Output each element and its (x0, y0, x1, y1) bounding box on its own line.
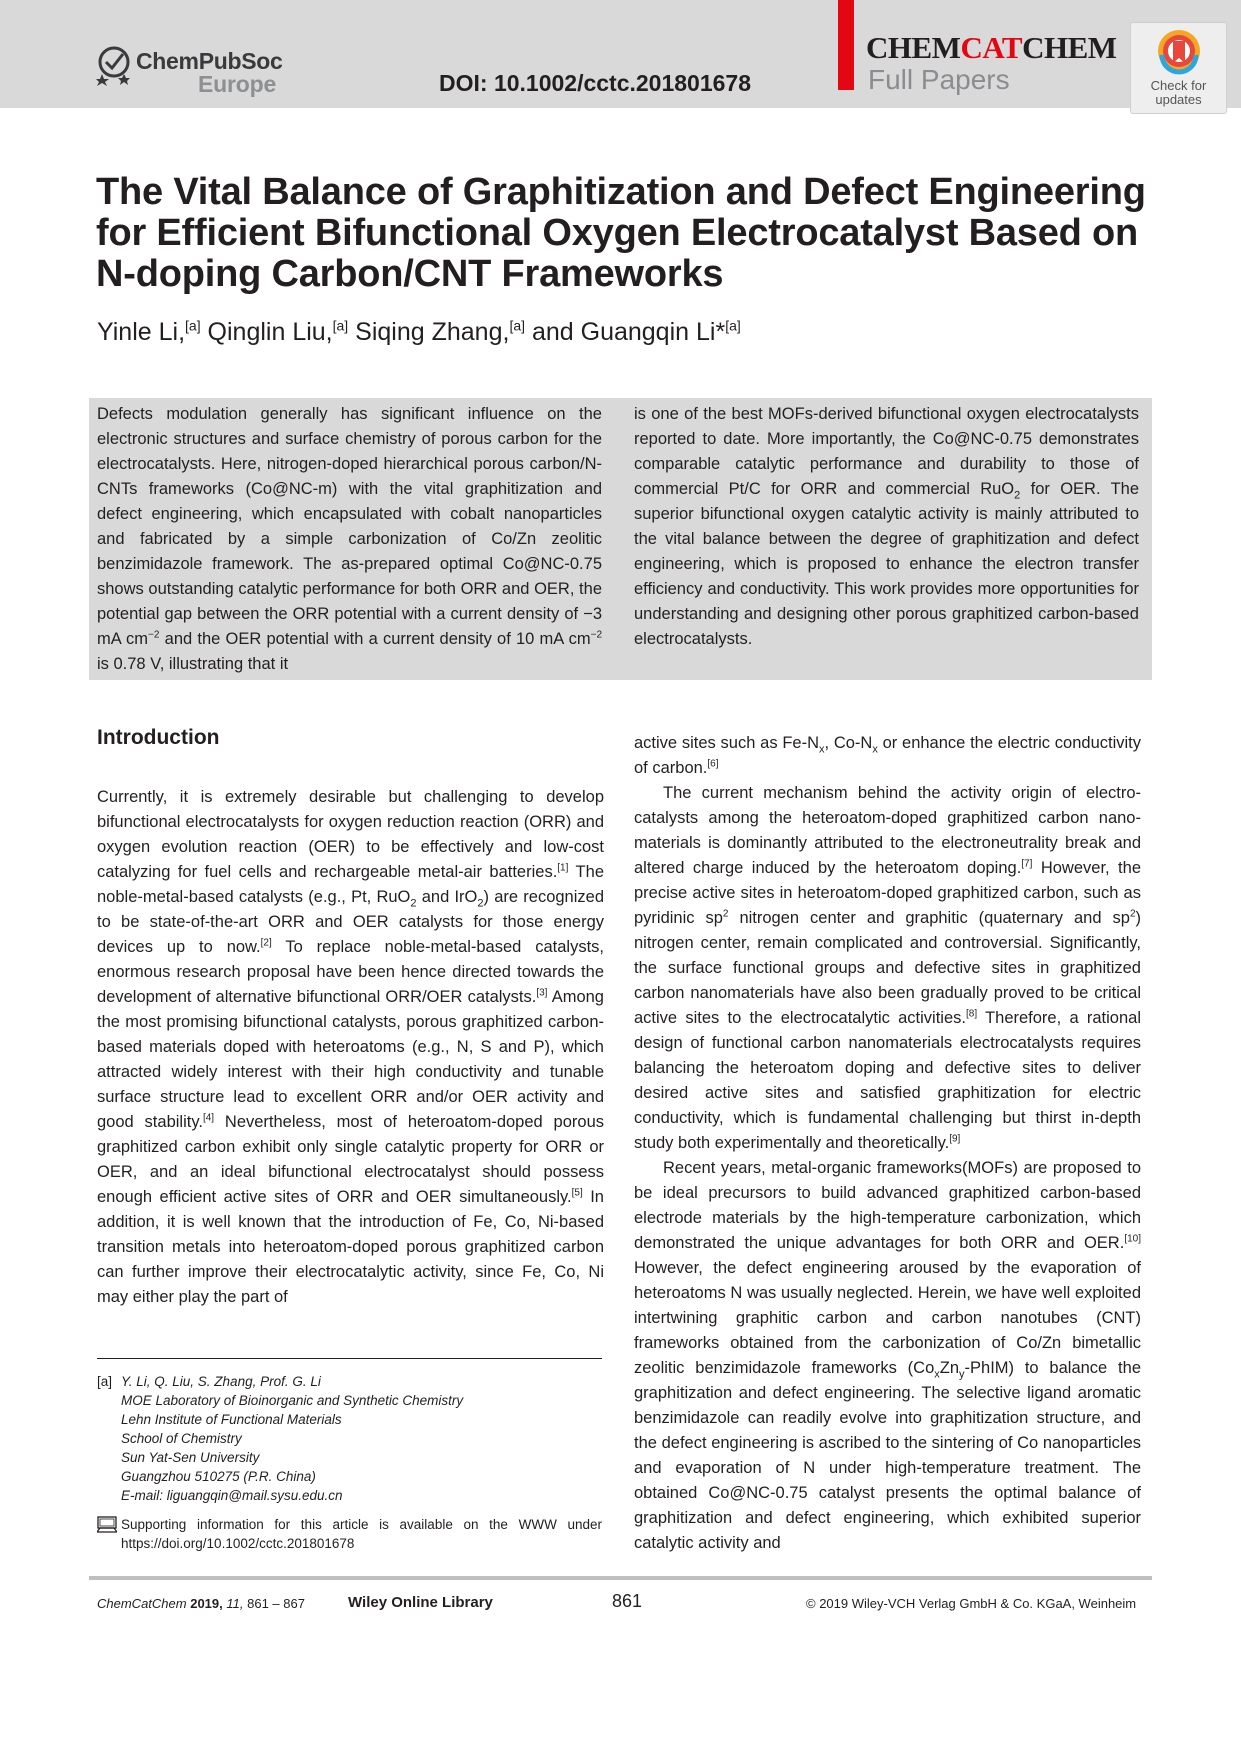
society-logo[interactable] (96, 44, 286, 98)
check-for-updates-button[interactable] (1130, 22, 1227, 114)
footer-citation (97, 1596, 305, 1611)
footer-year: 2019, (190, 1596, 223, 1611)
journal-accent-bar (838, 0, 854, 90)
wiley-online-library-link[interactable]: Wiley Online Library (348, 1594, 493, 1611)
doi-link[interactable]: DOI: 10.1002/cctc.201801678 (439, 70, 752, 96)
author-name[interactable]: and Guangqin Li* (531, 318, 726, 346)
author-name[interactable]: Yinle Li, (97, 318, 186, 346)
author-affiliation-marker: [a] (185, 317, 201, 334)
body-paragraph: Recent years, metal-organic frameworks(MOFs) are proposed to be ideal precursors to build advanced graphitized carbon-based electrode materials by the high-temperature carbonization, which demonstrated the unique advantages for both ORR and OER.[10] However, the defect engineering aroused by the evaporation of heteroatoms N was usually neglected. Herein, we have well exploited intertwining graphitic carbon and carbon nanotubes (CNT) frameworks obtained from the carbonization of Co/Zn bimetallic zeolitic benzimidazole frameworks $(Co_xZn_y-PhIM)$ to balance the graphitization and defect engineering. The selective ligand aromatic benzimidazole can readily evolve into graphitization structure, and the defect engineering is ascribed to the sintering of Co nanoparticles and evaporation of N under high-temperature treatment. The obtained Co@NC-0.75 catalyst presents the optimal balance of graphitization and defect engineering, which exhibited superior catalytic activity and (634, 1159, 1141, 1552)
check-for-updates-line2: updates (1155, 92, 1202, 107)
body-paragraph: The current mechanism behind the activity origin of electrocatalysts among the heteroatom-doped graphitized carbon nanomaterials is dominantly attributed to the electroneutrality break and altered charge induced by the heteroatom doping.[7] However, the precise active sites in heteroatom-doped graphitized carbon, such as pyridinic $sp^2$ nitrogen center and graphitic (quaternary and $sp^2$) nitrogen center, remain complicated and controversial. Significantly, the surface functional groups and defective sites in graphitized carbon nanomaterials have also been gradually proved to be critical active sites to the electrocatalytic activities.[8] Therefore, a rational design of functional carbon nanomaterials electrocatalysts requires balancing the heteroatom doping and defective sites to deliver desired active sites and satisfied graphitization for electric conductivity, which is fundamental challenging but thirst in-depth study both experimentally and theoretically.[9] (634, 784, 1141, 1152)
abstract-text-left: Defects modulation generally has significant influence on the electronic structures and surface chemistry of porous carbon for the electrocatalysts. Here, nitrogen-doped hierarchical porous carbon/N-CNTs frameworks (Co@NC-m) with the vital graphitization and defect engineering, which encapsulated with cobalt nanoparticles and fabricated by a simple carbonization of Co/Zn zeolitic benzimidazole framework. The as-prepared optimal Co@NC-0.75 shows outstanding catalytic performance for both ORR and OER, the potential gap between the ORR potential with a current density of −3 mA $cm^{-2}$ and the OER potential with a current density of 10 mA $cm^{-2}$ is 0.78 V, illustrating that it (97, 405, 603, 673)
body-column-left (97, 785, 604, 1310)
affiliation-marker: [a] (97, 1374, 113, 1389)
author-affiliation-marker: [a] (332, 317, 349, 334)
section-heading-introduction: Introduction (97, 726, 220, 749)
check-for-updates-label (1131, 79, 1226, 107)
copyright-notice: © 2019 Wiley-VCH Verlag GmbH & Co. KGaA, Weinheim (806, 1596, 1137, 1611)
affiliation-text: Y. Li, Q. Liu, S. Zhang, Prof. G. Li MOE Laboratory of Bioinorganic and Synthetic Chemistry Lehn Institute of Functional Materials School of Chemistry Sun Yat-Sen University Guangzhou 510275 (P.R. China) E-mail: liguangqin@mail.sysu.edu.cn (121, 1374, 464, 1503)
author-affiliation-marker: [a] (725, 317, 741, 334)
society-logo-icon (96, 44, 134, 86)
crossmark-icon (1156, 27, 1202, 77)
footnote-divider (97, 1358, 602, 1359)
abstract-text-right: is one of the best MOFs-derived bifunctional oxygen electrocatalysts reported to date. More importantly, the Co@NC-0.75 demonstrates comparable catalytic performance and durability to those of commercial Pt/C for ORR and commercial RuO$_2$ for OER. The superior bifunctional oxygen catalytic activity is mainly attributed to the vital balance between the degree of graphitization and defect engineering, which is proposed to enhance the electron transfer efficiency and conductivity. This work provides more opportunities for understanding and designing other porous graphitized carbon-based electrocatalysts. (634, 405, 1140, 648)
body-paragraph: Currently, it is extremely desirable but challenging to develop bifunctional electrocatalysts for oxygen reduction reaction (ORR) and oxygen evolution reaction (OER) to be effectively and low-cost catalyzing for fuel cells and rechargeable metal-air batteries.[1] The noble-metal-based catalysts (e.g., Pt, RuO$_2$ and IrO$_2$) are recognized to be state-of-the-art ORR and OER catalysts for those energy devices up to now.[2] To replace noble-metal-based catalysts, enormous research proposal have been hence directed towards the development of alternative bifunctional ORR/OER catalysts.[3] Among the most promising bifunctional catalysts, porous graphitized carbon-based materials doped with heteroatoms (e.g., N, S and P), which attracted widely interest with their high conductivity and tunable surface structure lead to excellent ORR and/or OER activity and good stability.[4] Nevertheless, most of heteroatom-doped porous graphitized carbon exhibit only single catalytic property for ORR or OER, and an ideal bifunctional electrocatalyst should possess enough efficient active sites of ORR and OER simultaneously.[5] In addition, it is well known that the introduction of Fe, Co, Ni-based transition metals into heteroatom-doped porous graphitized carbon can further improve their electrocatalytic activity, since Fe, Co, Ni may either play the part of (97, 788, 604, 1306)
author-list (97, 318, 741, 347)
journal-name-part1: CHEM (866, 30, 961, 65)
society-name: ChemPubSoc (136, 48, 283, 74)
journal-name-part3: CHEM (1022, 30, 1117, 65)
footer-volume: 11, (226, 1596, 244, 1611)
section-label: Full Papers (868, 64, 1010, 95)
author-name[interactable]: Siqing Zhang, (355, 318, 510, 346)
author-name[interactable]: Qinglin Liu, (207, 318, 333, 346)
footer-journal: ChemCatChem (97, 1596, 187, 1611)
journal-name (866, 30, 1117, 66)
footer-pages: 861 – 867 (247, 1596, 305, 1611)
body-paragraph: active sites such as $Fe-N_x$, $Co-N_x$ or enhance the electric conductivity of carbon.[6] (634, 734, 1142, 777)
article-title: The Vital Balance of Graphitization and Defect Engineering for Efficient Bifunctional Oxygen Electrocatalyst Based on N-doping Carbon/CNT Frameworks (96, 171, 1146, 295)
journal-name-part2: CAT (960, 30, 1023, 65)
computer-icon (97, 1516, 117, 1533)
check-for-updates-line1: Check for (1150, 78, 1207, 93)
author-affiliation-marker: [a] (509, 317, 526, 334)
footer-divider (89, 1576, 1152, 1580)
page-number: 861 (612, 1591, 643, 1611)
supporting-information-link[interactable]: Supporting information for this article is available on the WWW under https://doi.org/10.1002/cctc.201801678 (121, 1517, 602, 1551)
society-region: Europe (198, 71, 277, 97)
body-column-right (634, 731, 1141, 1556)
